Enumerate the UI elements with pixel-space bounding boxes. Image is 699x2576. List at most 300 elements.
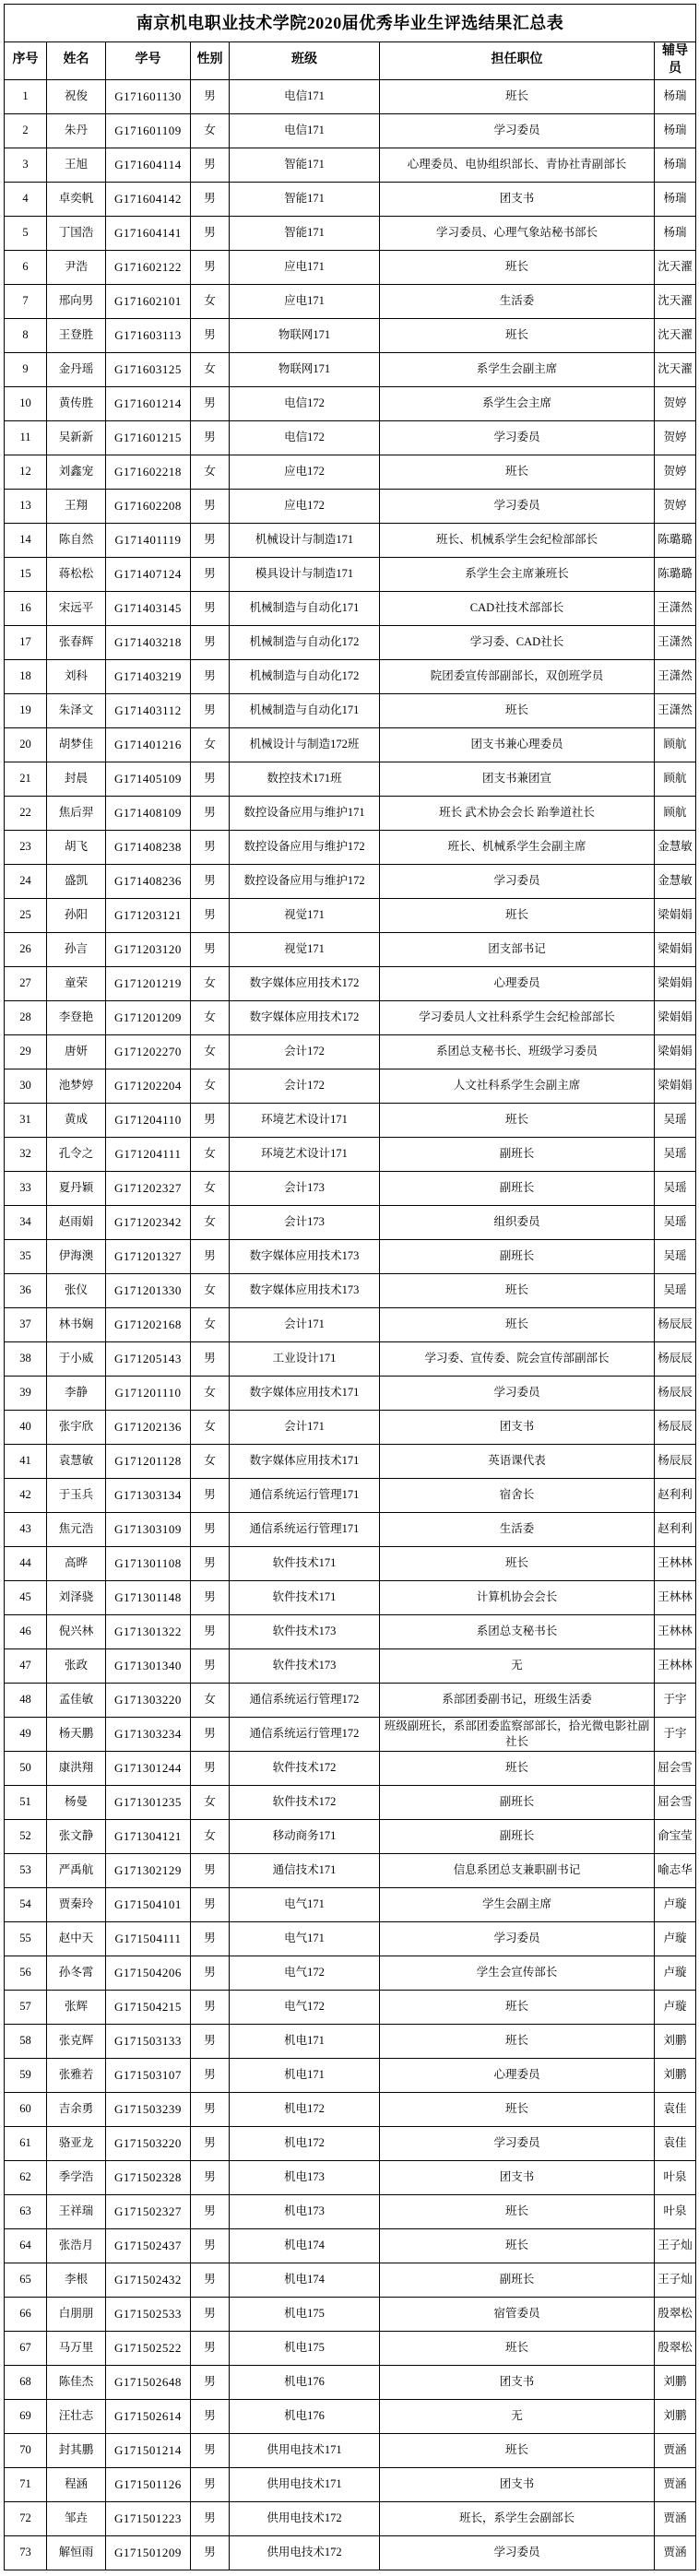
cell-gender: 男: [191, 1717, 230, 1751]
cell-name: 卓奕帆: [47, 182, 106, 216]
cell-position: 学习委、宣传委、院会宣传部副部长: [380, 1341, 655, 1376]
cell-no: 18: [5, 659, 47, 693]
cell-student-id: G171501209: [106, 2535, 191, 2570]
cell-counselor: 王潇然: [655, 659, 696, 693]
cell-class: 电信172: [230, 420, 380, 455]
cell-no: 39: [5, 1376, 47, 1410]
cell-gender: 男: [191, 591, 230, 625]
cell-gender: 男: [191, 2228, 230, 2263]
cell-name: 康洪翔: [47, 1751, 106, 1785]
table-row: [5, 182, 696, 216]
cell-class: 应电171: [230, 250, 380, 284]
cell-counselor: 王林林: [655, 1580, 696, 1614]
cell-class: 软件技术173: [230, 1648, 380, 1683]
cell-class: 机电171: [230, 2058, 380, 2092]
cell-student-id: G171602218: [106, 455, 191, 489]
cell-gender: 男: [191, 693, 230, 727]
cell-student-id: G171202327: [106, 1171, 191, 1205]
cell-counselor: 梁娟娟: [655, 932, 696, 966]
cell-student-id: G171502614: [106, 2399, 191, 2433]
cell-class: 数字媒体应用技术171: [230, 1444, 380, 1478]
cell-name: 林书娴: [47, 1307, 106, 1341]
table-row: [5, 2194, 696, 2228]
cell-class: 会计172: [230, 1034, 380, 1069]
cell-position: 学生会副主席: [380, 1887, 655, 1921]
cell-name: 盛凯: [47, 864, 106, 898]
cell-student-id: G171301148: [106, 1580, 191, 1614]
table-row: [5, 966, 696, 1000]
cell-no: 12: [5, 455, 47, 489]
cell-position: 学习委员: [380, 1376, 655, 1410]
cell-gender: 女: [191, 1069, 230, 1103]
table-row: [5, 1478, 696, 1512]
cell-no: 2: [5, 113, 47, 148]
cell-position: 学习委员: [380, 2126, 655, 2160]
cell-gender: 女: [191, 455, 230, 489]
cell-gender: 男: [191, 250, 230, 284]
cell-gender: 男: [191, 182, 230, 216]
cell-position: 团支书兼心理委员: [380, 727, 655, 762]
cell-name: 孙言: [47, 932, 106, 966]
cell-counselor: 卢璇: [655, 1887, 696, 1921]
cell-position: 班长: [380, 318, 655, 352]
cell-name: 贾秦玲: [47, 1887, 106, 1921]
cell-name: 王旭: [47, 148, 106, 182]
cell-student-id: G171603125: [106, 352, 191, 386]
cell-name: 张文静: [47, 1819, 106, 1853]
cell-gender: 男: [191, 216, 230, 250]
cell-gender: 男: [191, 2501, 230, 2535]
cell-no: 52: [5, 1819, 47, 1853]
cell-name: 解恒雨: [47, 2535, 106, 2570]
cell-counselor: 吴瑶: [655, 1171, 696, 1205]
cell-class: 数控设备应用与维护171: [230, 796, 380, 830]
cell-student-id: G171502522: [106, 2331, 191, 2365]
cell-gender: 男: [191, 557, 230, 591]
cell-no: 21: [5, 762, 47, 796]
cell-gender: 女: [191, 1376, 230, 1410]
cell-counselor: 沈天濯: [655, 318, 696, 352]
cell-counselor: 吴瑶: [655, 1103, 696, 1137]
cell-name: 张克辉: [47, 2024, 106, 2058]
cell-class: 电信171: [230, 79, 380, 113]
cell-position: 心理委员: [380, 966, 655, 1000]
cell-student-id: G171502533: [106, 2297, 191, 2331]
cell-name: 张政: [47, 1648, 106, 1683]
cell-student-id: G171301322: [106, 1614, 191, 1648]
table-row: [5, 2024, 696, 2058]
cell-counselor: 贺婷: [655, 489, 696, 523]
cell-counselor: 杨瑞: [655, 182, 696, 216]
cell-student-id: G171502432: [106, 2263, 191, 2297]
cell-class: 电信171: [230, 113, 380, 148]
cell-student-id: G171602101: [106, 284, 191, 318]
cell-student-id: G171204110: [106, 1103, 191, 1137]
table-row: [5, 796, 696, 830]
cell-name: 赵雨娟: [47, 1205, 106, 1239]
cell-class: 机电172: [230, 2092, 380, 2126]
cell-no: 25: [5, 898, 47, 932]
cell-position: 副班长: [380, 1171, 655, 1205]
table-row: [5, 830, 696, 864]
cell-counselor: 赵利利: [655, 1478, 696, 1512]
cell-student-id: G171201209: [106, 1000, 191, 1034]
table-row: [5, 1717, 696, 1751]
cell-counselor: 杨辰辰: [655, 1376, 696, 1410]
table-row: [5, 864, 696, 898]
table-row: [5, 489, 696, 523]
graduates-results-table: [4, 4, 696, 2570]
table-row: [5, 318, 696, 352]
cell-class: 物联网171: [230, 352, 380, 386]
cell-position: 班长: [380, 2024, 655, 2058]
cell-gender: 男: [191, 2365, 230, 2399]
cell-class: 移动商务171: [230, 1819, 380, 1853]
cell-position: 班长: [380, 1273, 655, 1307]
cell-student-id: G171304121: [106, 1819, 191, 1853]
cell-name: 夏丹颖: [47, 1171, 106, 1205]
cell-name: 焦后羿: [47, 796, 106, 830]
cell-counselor: 杨瑞: [655, 79, 696, 113]
table-row: [5, 1341, 696, 1376]
cell-student-id: G171503107: [106, 2058, 191, 2092]
cell-name: 季学浩: [47, 2160, 106, 2194]
table-row: [5, 1580, 696, 1614]
cell-gender: 男: [191, 2092, 230, 2126]
cell-student-id: G171202270: [106, 1034, 191, 1069]
cell-name: 严禹航: [47, 1853, 106, 1887]
cell-student-id: G171202342: [106, 1205, 191, 1239]
cell-class: 数字媒体应用技术172: [230, 1000, 380, 1034]
cell-student-id: G171205143: [106, 1341, 191, 1376]
cell-position: 人文社科系学生会副主席: [380, 1069, 655, 1103]
table-row: [5, 2092, 696, 2126]
cell-gender: 男: [191, 2126, 230, 2160]
cell-position: 班长: [380, 79, 655, 113]
cell-counselor: 刘鹏: [655, 2058, 696, 2092]
header-counselor: 辅导员: [655, 42, 696, 80]
cell-name: 陈自然: [47, 523, 106, 557]
cell-student-id: G171502328: [106, 2160, 191, 2194]
cell-position: 学习委员人文社科系学生会纪检部部长: [380, 1000, 655, 1034]
header-gender: 性别: [191, 42, 230, 80]
cell-counselor: 沈天濯: [655, 284, 696, 318]
cell-no: 49: [5, 1717, 47, 1751]
table-row: [5, 591, 696, 625]
cell-student-id: G171407124: [106, 557, 191, 591]
cell-gender: 女: [191, 727, 230, 762]
cell-student-id: G171502648: [106, 2365, 191, 2399]
table-row: [5, 523, 696, 557]
table-row: [5, 2433, 696, 2467]
cell-counselor: 王子灿: [655, 2263, 696, 2297]
table-row: [5, 2331, 696, 2365]
cell-counselor: 沈天濯: [655, 250, 696, 284]
header-class: 班级: [230, 42, 380, 80]
cell-counselor: 刘鹏: [655, 2399, 696, 2433]
cell-counselor: 贾涵: [655, 2467, 696, 2501]
cell-no: 20: [5, 727, 47, 762]
cell-name: 孔令之: [47, 1137, 106, 1171]
table-row: [5, 932, 696, 966]
cell-counselor: 刘鹏: [655, 2024, 696, 2058]
cell-counselor: 殷翠松: [655, 2297, 696, 2331]
cell-counselor: 梁娟娟: [655, 1000, 696, 1034]
cell-student-id: G171303234: [106, 1717, 191, 1751]
cell-no: 58: [5, 2024, 47, 2058]
cell-counselor: 吴瑶: [655, 1273, 696, 1307]
cell-counselor: 顾航: [655, 762, 696, 796]
cell-counselor: 贺婷: [655, 455, 696, 489]
cell-position: 团支书: [380, 1410, 655, 1444]
table-row: [5, 2126, 696, 2160]
cell-gender: 男: [191, 932, 230, 966]
cell-no: 65: [5, 2263, 47, 2297]
cell-student-id: G171503239: [106, 2092, 191, 2126]
cell-name: 祝俊: [47, 79, 106, 113]
table-row: [5, 1956, 696, 1990]
cell-student-id: G171303220: [106, 1683, 191, 1717]
cell-counselor: 贾涵: [655, 2501, 696, 2535]
cell-student-id: G171301108: [106, 1546, 191, 1580]
cell-class: 机械制造与自动化172: [230, 625, 380, 659]
cell-name: 李根: [47, 2263, 106, 2297]
cell-gender: 女: [191, 1137, 230, 1171]
cell-no: 44: [5, 1546, 47, 1580]
cell-class: 通信技术171: [230, 1853, 380, 1887]
cell-counselor: 殷翠松: [655, 2331, 696, 2365]
cell-no: 70: [5, 2433, 47, 2467]
cell-gender: 女: [191, 113, 230, 148]
cell-gender: 男: [191, 1512, 230, 1546]
cell-counselor: 袁佳: [655, 2092, 696, 2126]
cell-no: 60: [5, 2092, 47, 2126]
cell-no: 63: [5, 2194, 47, 2228]
table-row: [5, 1307, 696, 1341]
table-row: [5, 1205, 696, 1239]
cell-class: 数控设备应用与维护172: [230, 864, 380, 898]
cell-position: 系团总支秘书长、班级学习委员: [380, 1034, 655, 1069]
cell-position: 副班长: [380, 1137, 655, 1171]
cell-position: 副班长: [380, 1819, 655, 1853]
cell-position: 班长: [380, 693, 655, 727]
cell-position: 系学生会副主席: [380, 352, 655, 386]
table-row: [5, 557, 696, 591]
cell-student-id: G171201110: [106, 1376, 191, 1410]
cell-class: 供用电技术171: [230, 2433, 380, 2467]
cell-no: 8: [5, 318, 47, 352]
cell-name: 宋远平: [47, 591, 106, 625]
cell-name: 孙冬霄: [47, 1956, 106, 1990]
cell-gender: 男: [191, 625, 230, 659]
table-row: [5, 1614, 696, 1648]
cell-name: 王登胜: [47, 318, 106, 352]
cell-position: 系团总支秘书长: [380, 1614, 655, 1648]
cell-no: 16: [5, 591, 47, 625]
cell-class: 数控技术171班: [230, 762, 380, 796]
table-row: [5, 1069, 696, 1103]
cell-name: 高晔: [47, 1546, 106, 1580]
table-row: [5, 148, 696, 182]
cell-name: 朱泽文: [47, 693, 106, 727]
cell-no: 7: [5, 284, 47, 318]
cell-counselor: 于宇: [655, 1717, 696, 1751]
cell-no: 62: [5, 2160, 47, 2194]
cell-no: 17: [5, 625, 47, 659]
cell-counselor: 陈璐璐: [655, 523, 696, 557]
cell-position: 信息系团总支兼职副书记: [380, 1853, 655, 1887]
cell-no: 13: [5, 489, 47, 523]
cell-student-id: G171202168: [106, 1307, 191, 1341]
cell-position: 班长: [380, 1751, 655, 1785]
cell-name: 封其鹏: [47, 2433, 106, 2467]
cell-gender: 男: [191, 1580, 230, 1614]
cell-position: 生活委: [380, 284, 655, 318]
cell-student-id: G171201219: [106, 966, 191, 1000]
cell-class: 数字媒体应用技术173: [230, 1239, 380, 1273]
cell-name: 丁国浩: [47, 216, 106, 250]
cell-counselor: 叶泉: [655, 2194, 696, 2228]
cell-name: 孙阳: [47, 898, 106, 932]
table-row: [5, 1648, 696, 1683]
cell-no: 71: [5, 2467, 47, 2501]
cell-student-id: G171504206: [106, 1956, 191, 1990]
table-row: [5, 1273, 696, 1307]
cell-student-id: G171502437: [106, 2228, 191, 2263]
cell-no: 73: [5, 2535, 47, 2570]
table-row: [5, 1785, 696, 1819]
cell-no: 23: [5, 830, 47, 864]
cell-name: 童荣: [47, 966, 106, 1000]
cell-class: 通信系统运行管理172: [230, 1717, 380, 1751]
cell-counselor: 吴瑶: [655, 1137, 696, 1171]
cell-name: 封晨: [47, 762, 106, 796]
cell-no: 43: [5, 1512, 47, 1546]
cell-gender: 男: [191, 659, 230, 693]
table-row: [5, 625, 696, 659]
cell-class: 数字媒体应用技术173: [230, 1273, 380, 1307]
cell-no: 54: [5, 1887, 47, 1921]
cell-no: 29: [5, 1034, 47, 1069]
table-row: [5, 2467, 696, 2501]
cell-position: 班长: [380, 2194, 655, 2228]
cell-gender: 女: [191, 352, 230, 386]
cell-student-id: G171501214: [106, 2433, 191, 2467]
table-row: [5, 352, 696, 386]
table-row: [5, 1512, 696, 1546]
table-row: [5, 1034, 696, 1069]
cell-no: 32: [5, 1137, 47, 1171]
cell-name: 焦元浩: [47, 1512, 106, 1546]
table-row: [5, 1444, 696, 1478]
cell-no: 50: [5, 1751, 47, 1785]
cell-class: 环境艺术设计171: [230, 1137, 380, 1171]
cell-class: 软件技术171: [230, 1580, 380, 1614]
cell-gender: 男: [191, 420, 230, 455]
table-row: [5, 79, 696, 113]
cell-student-id: G171201128: [106, 1444, 191, 1478]
cell-position: 生活委: [380, 1512, 655, 1546]
cell-student-id: G171303109: [106, 1512, 191, 1546]
cell-gender: 女: [191, 1205, 230, 1239]
cell-name: 黄成: [47, 1103, 106, 1137]
cell-student-id: G171403145: [106, 591, 191, 625]
cell-no: 38: [5, 1341, 47, 1376]
cell-no: 15: [5, 557, 47, 591]
cell-counselor: 叶泉: [655, 2160, 696, 2194]
cell-student-id: G171302129: [106, 1853, 191, 1887]
cell-class: 视觉171: [230, 932, 380, 966]
cell-name: 张春辉: [47, 625, 106, 659]
cell-counselor: 杨瑞: [655, 148, 696, 182]
cell-position: 系学生会主席兼班长: [380, 557, 655, 591]
cell-student-id: G171202204: [106, 1069, 191, 1103]
table-row: [5, 455, 696, 489]
cell-class: 软件技术173: [230, 1614, 380, 1648]
table-row: [5, 1921, 696, 1956]
cell-gender: 女: [191, 1683, 230, 1717]
cell-student-id: G171602208: [106, 489, 191, 523]
table-row: [5, 1853, 696, 1887]
cell-gender: 女: [191, 1410, 230, 1444]
cell-class: 软件技术172: [230, 1751, 380, 1785]
cell-gender: 男: [191, 2297, 230, 2331]
table-row: [5, 386, 696, 420]
header-no: 序号: [5, 42, 47, 80]
cell-counselor: 贺婷: [655, 386, 696, 420]
cell-counselor: 喻志华: [655, 1853, 696, 1887]
cell-position: 团支书: [380, 2467, 655, 2501]
cell-gender: 男: [191, 2467, 230, 2501]
cell-class: 机电175: [230, 2331, 380, 2365]
cell-name: 王祥瑞: [47, 2194, 106, 2228]
cell-class: 数控设备应用与维护172: [230, 830, 380, 864]
cell-class: 应电172: [230, 455, 380, 489]
cell-counselor: 贺婷: [655, 420, 696, 455]
header-position: 担任职位: [380, 42, 655, 80]
cell-position: 院团委宣传部副部长，双创班学员: [380, 659, 655, 693]
table-row: [5, 693, 696, 727]
cell-counselor: 金慧敏: [655, 830, 696, 864]
table-row: [5, 1376, 696, 1410]
cell-name: 李登艳: [47, 1000, 106, 1034]
cell-class: 视觉171: [230, 898, 380, 932]
cell-name: 金丹瑶: [47, 352, 106, 386]
cell-counselor: 杨辰辰: [655, 1410, 696, 1444]
cell-gender: 女: [191, 1444, 230, 1478]
cell-class: 应电172: [230, 489, 380, 523]
cell-name: 于玉兵: [47, 1478, 106, 1512]
cell-position: 学习委员: [380, 113, 655, 148]
cell-name: 唐妍: [47, 1034, 106, 1069]
table-body: [5, 79, 696, 2570]
cell-name: 袁慧敏: [47, 1444, 106, 1478]
cell-student-id: G171201330: [106, 1273, 191, 1307]
cell-student-id: G171401216: [106, 727, 191, 762]
cell-no: 69: [5, 2399, 47, 2433]
cell-position: 计算机协会会长: [380, 1580, 655, 1614]
cell-name: 池梦婷: [47, 1069, 106, 1103]
cell-student-id: G171601130: [106, 79, 191, 113]
cell-counselor: 王林林: [655, 1648, 696, 1683]
cell-no: 61: [5, 2126, 47, 2160]
cell-counselor: 吴瑶: [655, 1239, 696, 1273]
cell-class: 电气172: [230, 1990, 380, 2024]
cell-no: 66: [5, 2297, 47, 2331]
cell-student-id: G171405109: [106, 762, 191, 796]
cell-position: 宿舍长: [380, 1478, 655, 1512]
cell-position: 班长: [380, 1103, 655, 1137]
